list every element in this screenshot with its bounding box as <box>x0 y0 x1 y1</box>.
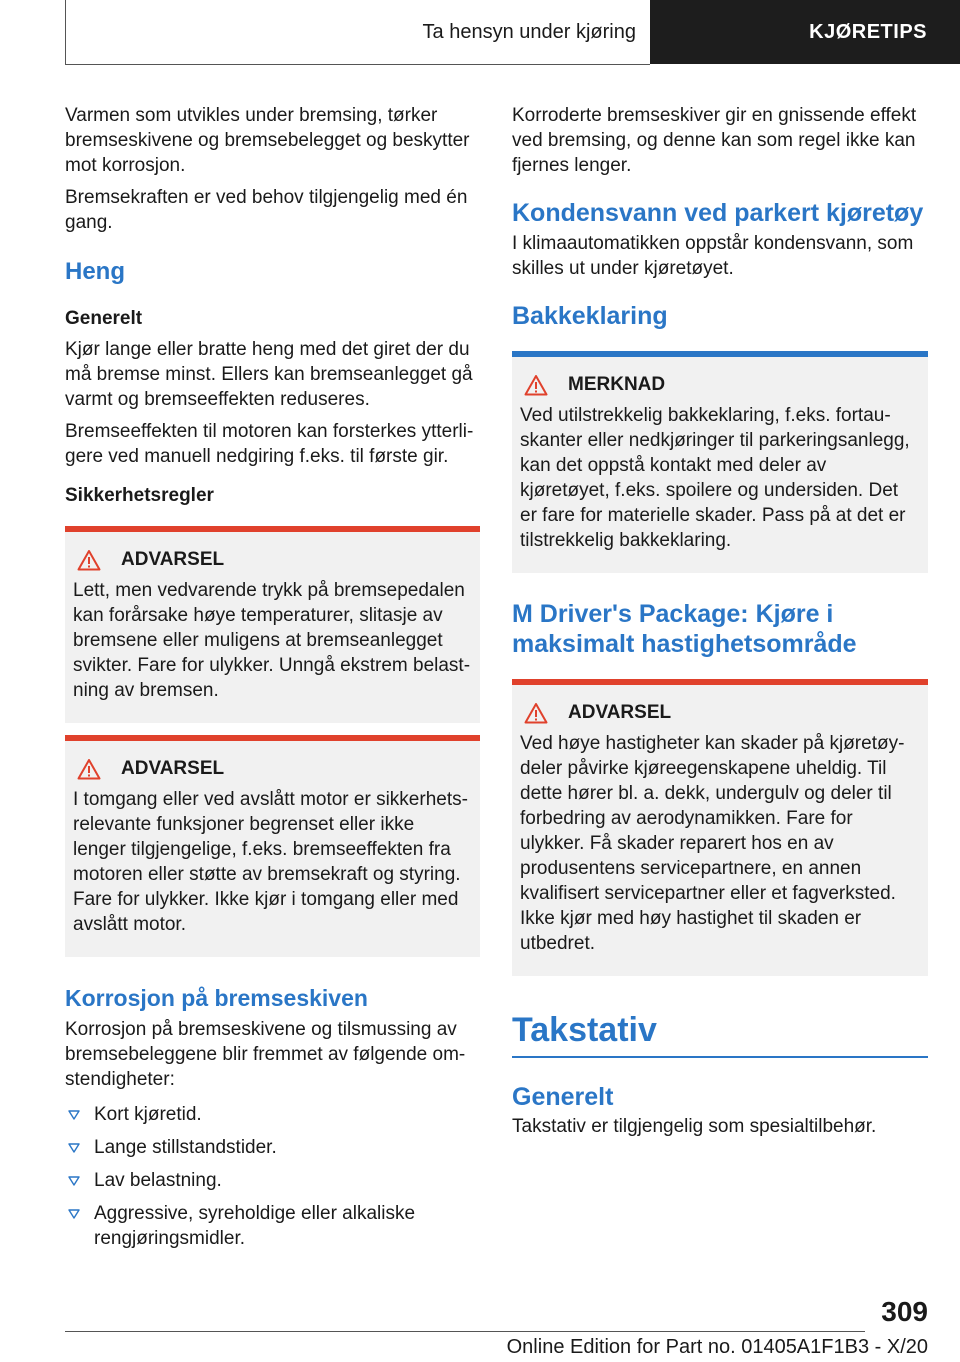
intro-paragraph-2: Bremsekraften er ved behov tilgjengelig med én gang. <box>65 187 468 233</box>
heng-heading: Heng <box>65 258 125 285</box>
warning-header <box>77 546 472 574</box>
footer-edition-text: Online Edition for Part no. 01405A1F1B3 - X/20 <box>506 1336 928 1358</box>
takstativ-generelt-heading: Generelt <box>512 1083 614 1111</box>
warning-label: ADVARSEL <box>568 702 672 723</box>
triangle-bullet-icon <box>68 1176 80 1186</box>
korrodert-paragraph: Korroderte bremseskiver gir en gnissende effekt ved bremsing, og denne kan som regel ikke kan fjernes lenger. <box>512 105 917 176</box>
korrosjon-paragraph: Korrosjon på bremseskivene og tilsmussing av bremsebeleggene blir fremmet av følgende omstendigheter: <box>65 1019 466 1090</box>
warning-triangle-icon <box>524 374 548 396</box>
right-column <box>512 103 928 1146</box>
korrosjon-heading: Korrosjon på bremseskiven <box>65 985 368 1011</box>
warning-label: ADVARSEL <box>121 549 225 570</box>
korrosjon-list <box>65 1102 480 1251</box>
warning-label: ADVARSEL <box>121 758 225 779</box>
kondensvann-heading: Kondensvann ved parkert kjøretøy <box>512 199 924 227</box>
triangle-bullet-icon <box>68 1209 80 1219</box>
list-item: Lav belastning. <box>65 1168 480 1193</box>
warning-triangle-icon <box>77 758 101 780</box>
list-item: Aggressive, syreholdige eller alkaliske rengjøringsmidler. <box>65 1201 480 1251</box>
footer-rule <box>65 1331 865 1332</box>
header-section-title: Ta hensyn under kjøring <box>422 20 636 43</box>
header-bottom-rule <box>65 64 650 65</box>
left-column <box>65 103 480 1259</box>
warning-text: Ved høye hastigheter kan skader på kjøretøydeler påvirke kjøreegenskapene uheldig. Til dette hører bl. a. dekk, undergulv og deler til forbedring av aerodynamikken. Fare for ulykker. Få skader reparert hos en av produsentens servicepartnere, en annen kvalifisert servicepartner eller et fagverksted. Ikke kjør med høy hastighet til skaden er utbedret. <box>520 733 905 954</box>
warning-triangle-icon <box>77 549 101 571</box>
notice-box-ground-clearance <box>512 351 928 573</box>
warning-box-high-speed <box>512 679 928 976</box>
warning-box-brake-pressure <box>65 526 480 723</box>
notice-label: MERKNAD <box>568 374 666 395</box>
notice-header <box>524 371 920 399</box>
warning-header <box>524 699 920 727</box>
warning-box-idle <box>65 735 480 957</box>
triangle-bullet-icon <box>68 1110 80 1120</box>
m-drivers-package-heading: M Driver's Package: Kjøre i maksimalt hastighetsområde <box>512 600 857 658</box>
triangle-bullet-icon <box>68 1143 80 1153</box>
warning-text: I tomgang eller ved avslått motor er sikkerhetsrelevante funksjoner begrenset eller ikke lenger tilgjengelige, f.eks. bremseeffekten fra motoren eller støtte av bremsekraft og styring. Fare for ulykker. Ikke kjør i tomgang eller med avslått motor. <box>73 789 468 935</box>
takstativ-heading: Takstativ <box>512 1011 657 1049</box>
takstativ-rule <box>512 1056 928 1058</box>
page-number: 309 <box>881 1296 928 1327</box>
warning-text: Lett, men vedvarende trykk på bremsepedalen kan forårsake høye temperaturer, slitasje av bremsene eller muligens at bremseanlegget svikter. Fare for ulykker. Unngå ekstrem belastning av bremsen. <box>73 580 471 701</box>
heng-paragraph-2: Bremseeffekten til motoren kan forsterkes ytterligere ved manuell nedgiring f.eks. til første gir. <box>65 421 474 467</box>
kondensvann-paragraph: I klimaautomatikken oppstår kondensvann, som skilles ut under kjøretøyet. <box>512 233 914 279</box>
intro-paragraph-1: Varmen som utvikles under bremsing, tørker bremseskivene og bremsebelegget og beskytter mot korrosjon. <box>65 105 470 176</box>
sikkerhetsregler-heading: Sikkerhetsregler <box>65 485 214 506</box>
list-item: Kort kjøretid. <box>65 1102 480 1127</box>
takstativ-paragraph: Takstativ er tilgjengelig som spesialtilbehør. <box>512 1116 877 1137</box>
warning-triangle-icon <box>524 702 548 724</box>
notice-text: Ved utilstrekkelig bakkeklaring, f.eks. fortauskanter eller nedkjøringer til parkeringsanlegg, kan det oppstå kontakt med deler av kjøretøyet, f.eks. spoilere og undersiden. Det er fare for materielle skader. Pass på at det er tilstrekkelig bakkeklaring. <box>520 405 910 551</box>
list-item: Lange stillstandstider. <box>65 1135 480 1160</box>
header-chapter-tab: KJØRETIPS <box>650 0 960 64</box>
heng-paragraph-1: Kjør lange eller bratte heng med det giret der du må bremse minst. Ellers kan bremseanlegget gå varmt og bremseeffekten reduseres. <box>65 339 473 410</box>
bakkeklaring-heading: Bakkeklaring <box>512 302 668 330</box>
generelt-heading: Generelt <box>65 308 143 329</box>
warning-header <box>77 755 472 783</box>
